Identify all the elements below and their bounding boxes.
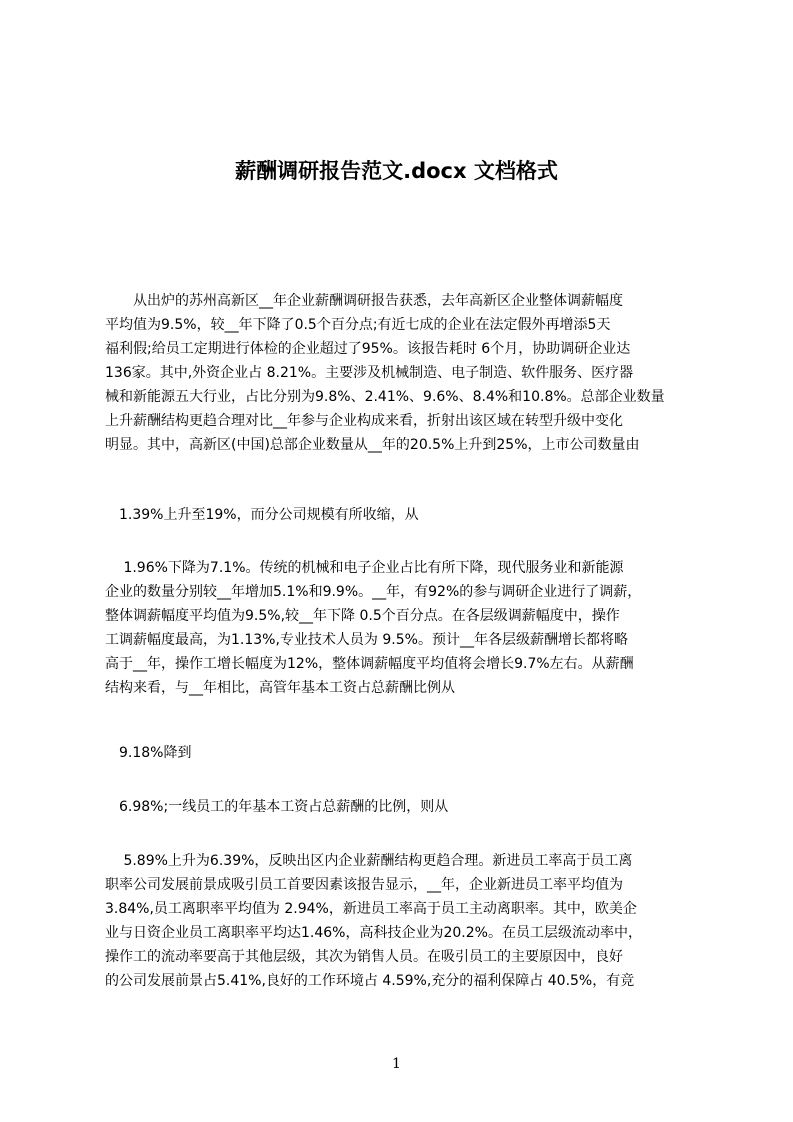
- text-line: 3.84%,员工离职率平均值为 2.94%，新进员工率高于员工主动离职率。其中，欧美企: [105, 901, 637, 917]
- paragraph-3: [105, 556, 698, 700]
- text-line: 从出炉的苏州高新区__年企业薪酬调研报告获悉，去年高新区企业整体调薪幅度: [105, 293, 623, 309]
- text-line: 操作工的流动率要高于其他层级，其次为销售人员。在吸引员工的主要原因中，良好: [105, 949, 623, 965]
- text-line: 平均值为9.5%，较__年下降了0.5个百分点;有近七成的企业在法定假外再增添5天: [105, 317, 611, 333]
- paragraph-2: [105, 503, 698, 527]
- text-line: 136家。其中,外资企业占 8.21%。主要涉及机械制造、电子制造、软件服务、医疗器: [105, 365, 634, 381]
- text-line: 职率公司发展前景成吸引员工首要因素该报告显示，__年，企业新进员工率平均值为: [105, 877, 623, 893]
- text-line: 5.89%上升为6.39%，反映出区内企业薪酬结构更趋合理。新进员工率高于员工离: [105, 853, 633, 869]
- text-line: 1.96%下降为7.1%。传统的机械和电子企业占比有所下降，现代服务业和新能源: [105, 560, 624, 576]
- text-line: 的公司发展前景占5.41%,良好的工作环境占 4.59%,充分的福利保障占 40.5%，有竞: [105, 973, 635, 989]
- text-line: 械和新能源五大行业，占比分别为9.8%、2.41%、9.6%、8.4%和10.8%。总部企业数量: [105, 389, 665, 405]
- page-number: 1: [392, 1056, 401, 1072]
- text-line: 明显。其中，高新区(中国)总部企业数量从__年的20.5%上升到25%，上市公司数量由: [105, 437, 640, 453]
- text-line: 企业的数量分别较__年增加5.1%和9.9%。__年，有92%的参与调研企业进行了调薪，: [105, 584, 642, 600]
- text-line: 工调薪幅度最高，为1.13%,专业技术人员为 9.5%。预计__年各层级薪酬增长都将略: [105, 632, 628, 648]
- paragraph-4: [105, 741, 698, 765]
- text-line: 6.98%;一线员工的年基本工资占总薪酬的比例，则从: [105, 799, 449, 815]
- text-line: 9.18%降到: [105, 745, 192, 761]
- document-title: 薪酬调研报告范文.docx 文档格式: [235, 159, 558, 184]
- text-line: 福利假;给员工定期进行体检的企业超过了95%。该报告耗时 6个月，协助调研企业达: [105, 341, 631, 357]
- paragraph-6: [105, 849, 698, 993]
- paragraph-1: [105, 289, 698, 457]
- text-line: 整体调薪幅度平均值为9.5%,较__年下降 0.5个百分点。在各层级调薪幅度中，操作: [105, 608, 620, 624]
- text-line: 业与日资企业员工离职率平均达1.46%，高科技企业为20.2%。在员工层级流动率中，: [105, 925, 642, 941]
- paragraph-5: [105, 795, 698, 819]
- text-line: 结构来看，与__年相比，高管年基本工资占总薪酬比例从: [105, 680, 455, 696]
- text-line: 高于__年，操作工增长幅度为12%，整体调薪幅度平均值将会增长9.7%左右。从薪酬: [105, 656, 634, 672]
- text-line: 上升薪酬结构更趋合理对比__年参与企业构成来看，折射出该区域在转型升级中变化: [105, 413, 623, 429]
- text-line: 1.39%上升至19%，而分公司规模有所收缩，从: [105, 507, 419, 523]
